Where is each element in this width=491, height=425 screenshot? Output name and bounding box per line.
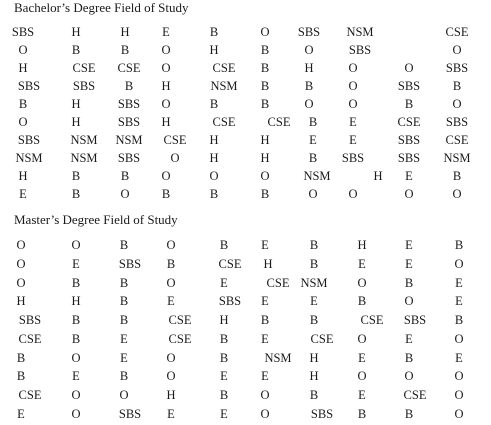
field-code-cell: B — [209, 25, 219, 39]
field-code-cell: O — [260, 25, 270, 39]
field-code-cell: O — [166, 238, 176, 252]
field-code-cell: O — [71, 388, 81, 402]
field-code-cell: CSE — [18, 332, 42, 346]
field-code-cell: B — [120, 169, 130, 183]
grid-row — [0, 292, 491, 310]
field-code-cell: E — [349, 115, 357, 129]
grid-row — [0, 405, 491, 423]
grid-row — [0, 185, 491, 203]
field-code-cell: B — [71, 169, 81, 183]
field-code-cell: CSE — [310, 332, 334, 346]
field-code-cell: O — [454, 369, 464, 383]
field-code-cell: B — [308, 151, 318, 165]
field-code-cell: E — [261, 332, 269, 346]
field-code-cell: NSM — [264, 351, 292, 365]
field-code-cell: B — [119, 276, 129, 290]
masters-section-title: Master’s Degree Field of Study — [14, 212, 178, 227]
field-code-cell: NSM — [70, 151, 98, 165]
field-code-cell: CSE — [445, 25, 469, 39]
field-code-cell: B — [404, 276, 414, 290]
field-code-cell: O — [452, 187, 462, 201]
field-code-cell: SBS — [117, 115, 141, 129]
field-code-cell: O — [348, 97, 358, 111]
field-code-cell: E — [310, 294, 318, 308]
field-code-cell: E — [167, 407, 175, 421]
field-code-cell: E — [261, 238, 269, 252]
field-code-cell: B — [304, 79, 314, 93]
field-code-cell: H — [309, 369, 319, 383]
field-code-cell: SBS — [17, 79, 41, 93]
grid-row — [0, 149, 491, 167]
field-code-cell: E — [309, 133, 317, 147]
field-code-cell: E — [120, 332, 128, 346]
field-code-cell: B — [219, 351, 229, 365]
field-code-cell: O — [454, 407, 464, 421]
field-code-cell: O — [304, 43, 314, 57]
field-code-cell: SBS — [117, 97, 141, 111]
field-code-cell: O — [308, 187, 318, 201]
field-code-cell: O — [404, 61, 414, 75]
field-code-cell: H — [373, 169, 383, 183]
field-code-cell: B — [209, 97, 219, 111]
field-code-cell: B — [404, 351, 414, 365]
field-code-cell: H — [120, 25, 130, 39]
field-code-cell: B — [219, 332, 229, 346]
field-code-cell: E — [455, 294, 463, 308]
field-code-cell: O — [357, 276, 367, 290]
field-code-cell: E — [72, 369, 80, 383]
field-code-cell: E — [405, 169, 413, 183]
field-code-cell: NSM — [15, 151, 43, 165]
field-code-cell: E — [405, 332, 413, 346]
field-code-cell: B — [71, 43, 81, 57]
grid-row — [0, 41, 491, 59]
field-code-cell: O — [170, 151, 180, 165]
field-code-cell: CSE — [445, 133, 469, 147]
field-code-cell: B — [166, 257, 176, 271]
field-code-cell: O — [454, 332, 464, 346]
field-code-cell: B — [18, 97, 28, 111]
field-code-cell: B — [357, 294, 367, 308]
field-code-cell: H — [18, 61, 28, 75]
field-code-cell: NSM — [300, 276, 328, 290]
field-code-cell: O — [71, 238, 81, 252]
field-code-cell: B — [309, 257, 319, 271]
field-code-cell: O — [452, 97, 462, 111]
field-code-cell: E — [405, 257, 413, 271]
field-code-cell: SBS — [445, 61, 469, 75]
field-code-cell: O — [166, 276, 176, 290]
field-code-cell: B — [454, 313, 464, 327]
field-code-cell: NSM — [346, 25, 374, 39]
field-code-cell: H — [260, 133, 270, 147]
field-code-cell: B — [219, 238, 229, 252]
grid-row — [0, 367, 491, 385]
field-code-cell: O — [71, 407, 81, 421]
field-code-cell: O — [452, 43, 462, 57]
field-code-cell: H — [18, 169, 28, 183]
field-code-cell: CSE — [117, 61, 141, 75]
grid-row — [0, 255, 491, 273]
field-code-cell: E — [358, 257, 366, 271]
field-code-cell: B — [219, 388, 229, 402]
field-code-cell: O — [161, 61, 171, 75]
field-code-cell: O — [166, 351, 176, 365]
field-code-cell: E — [120, 351, 128, 365]
field-code-cell: B — [16, 351, 26, 365]
field-code-cell: H — [71, 115, 81, 129]
field-code-cell: O — [16, 276, 26, 290]
field-code-cell: B — [209, 187, 219, 201]
field-code-cell: SBS — [297, 25, 321, 39]
field-code-cell: H — [260, 151, 270, 165]
field-code-cell: SBS — [397, 151, 421, 165]
field-code-cell: E — [455, 276, 463, 290]
grid-row — [0, 131, 491, 149]
field-code-cell: SBS — [341, 151, 365, 165]
grid-row — [0, 330, 491, 348]
field-code-cell: B — [309, 238, 319, 252]
field-code-cell: H — [209, 43, 219, 57]
field-code-cell: H — [161, 79, 171, 93]
field-code-cell: CSE — [72, 61, 96, 75]
field-code-cell: O — [348, 61, 358, 75]
field-code-cell: O — [260, 169, 270, 183]
field-code-cell: E — [405, 238, 413, 252]
field-code-cell: O — [16, 257, 26, 271]
field-code-cell: CSE — [168, 332, 192, 346]
field-code-cell: O — [18, 115, 28, 129]
field-code-cell: H — [161, 115, 171, 129]
field-code-cell: O — [260, 407, 270, 421]
field-code-cell: O — [357, 332, 367, 346]
field-code-cell: B — [260, 97, 270, 111]
field-code-cell: SBS — [310, 407, 334, 421]
field-code-cell: H — [309, 351, 319, 365]
field-code-cell: O — [454, 388, 464, 402]
field-code-cell: E — [17, 407, 25, 421]
bachelors-section-title: Bachelor’s Degree Field of Study — [14, 0, 189, 15]
field-code-cell: B — [71, 332, 81, 346]
field-code-cell: B — [71, 187, 81, 201]
field-code-cell: B — [404, 407, 414, 421]
field-code-cell: O — [357, 369, 367, 383]
field-code-cell: E — [261, 369, 269, 383]
field-code-cell: B — [260, 187, 270, 201]
field-code-cell: CSE — [212, 61, 236, 75]
field-code-cell: NSM — [115, 133, 143, 147]
grid-row — [0, 236, 491, 254]
field-code-cell: B — [260, 43, 270, 57]
field-code-cell: B — [404, 97, 414, 111]
field-code-cell: H — [166, 388, 176, 402]
field-code-cell: H — [71, 25, 81, 39]
field-code-cell: E — [358, 351, 366, 365]
field-code-cell: O — [260, 388, 270, 402]
field-code-cell: O — [304, 97, 314, 111]
field-code-cell: O — [18, 43, 28, 57]
field-code-cell: B — [452, 169, 462, 183]
field-code-cell: CSE — [397, 115, 421, 129]
field-code-cell: SBS — [118, 407, 142, 421]
field-code-cell: NSM — [303, 169, 331, 183]
field-code-cell: B — [454, 238, 464, 252]
field-code-cell: B — [119, 313, 129, 327]
field-code-cell: B — [71, 313, 81, 327]
field-code-cell: CSE — [267, 115, 291, 129]
field-code-cell: O — [161, 97, 171, 111]
field-code-cell: CSE — [18, 388, 42, 402]
grid-row — [0, 349, 491, 367]
field-code-cell: B — [357, 407, 367, 421]
field-code-cell: H — [219, 313, 229, 327]
field-code-cell: H — [209, 133, 219, 147]
field-code-cell: E — [162, 25, 170, 39]
field-code-cell: E — [349, 133, 357, 147]
field-code-cell: B — [119, 238, 129, 252]
field-code-cell: SBS — [118, 257, 142, 271]
field-code-cell: NSM — [443, 151, 471, 165]
field-code-cell: H — [71, 294, 81, 308]
grid-row — [0, 274, 491, 292]
field-code-cell: B — [260, 79, 270, 93]
field-code-cell: O — [166, 369, 176, 383]
field-code-cell: H — [209, 151, 219, 165]
field-code-cell: SBS — [397, 133, 421, 147]
field-code-cell: O — [404, 369, 414, 383]
field-code-cell: O — [348, 187, 358, 201]
field-code-cell: E — [19, 187, 27, 201]
field-code-cell: H — [263, 257, 273, 271]
field-code-cell: SBS — [445, 115, 469, 129]
field-code-cell: B — [16, 369, 26, 383]
field-code-cell: O — [161, 43, 171, 57]
field-code-cell: CSE — [163, 133, 187, 147]
field-code-cell: B — [308, 115, 318, 129]
field-code-cell: B — [120, 43, 130, 57]
grid-row — [0, 95, 491, 113]
field-code-cell: E — [220, 369, 228, 383]
field-code-cell: E — [261, 294, 269, 308]
field-code-cell: O — [209, 169, 219, 183]
field-code-cell: SBS — [348, 43, 372, 57]
field-code-cell: E — [167, 294, 175, 308]
grid-row — [0, 59, 491, 77]
field-code-cell: H — [357, 238, 367, 252]
field-code-cell: O — [119, 388, 129, 402]
field-code-cell: CSE — [360, 313, 384, 327]
field-code-cell: SBS — [397, 79, 421, 93]
field-code-cell: NSM — [70, 133, 98, 147]
field-code-cell: SBS — [18, 313, 42, 327]
field-code-cell: CSE — [266, 276, 290, 290]
field-code-cell: B — [119, 294, 129, 308]
field-code-cell: H — [16, 294, 26, 308]
field-code-cell: E — [220, 407, 228, 421]
grid-row — [0, 167, 491, 185]
field-code-cell: SBS — [17, 133, 41, 147]
field-code-cell: E — [220, 276, 228, 290]
field-code-cell: E — [358, 388, 366, 402]
field-code-cell: B — [309, 313, 319, 327]
field-code-cell: B — [119, 369, 129, 383]
grid-row — [0, 77, 491, 95]
field-code-cell: NSM — [210, 79, 238, 93]
field-code-cell: H — [304, 61, 314, 75]
field-code-cell: SBS — [11, 25, 35, 39]
field-code-cell: E — [72, 257, 80, 271]
field-code-cell: O — [454, 257, 464, 271]
field-code-cell: B — [161, 187, 171, 201]
grid-row — [0, 386, 491, 404]
field-code-cell: SBS — [117, 151, 141, 165]
field-code-cell: B — [71, 276, 81, 290]
field-code-cell: SBS — [403, 313, 427, 327]
field-code-cell: B — [452, 79, 462, 93]
field-code-cell: E — [455, 351, 463, 365]
field-code-cell: O — [404, 187, 414, 201]
field-code-cell: CSE — [403, 388, 427, 402]
field-code-cell: CSE — [168, 313, 192, 327]
field-code-cell: O — [71, 351, 81, 365]
grid-row — [0, 113, 491, 131]
field-code-cell: B — [124, 79, 134, 93]
field-code-cell: B — [309, 388, 319, 402]
field-code-cell: CSE — [212, 115, 236, 129]
field-code-cell: O — [16, 238, 26, 252]
grid-row — [0, 311, 491, 329]
field-code-cell: SBS — [72, 79, 96, 93]
field-code-cell: O — [120, 187, 130, 201]
field-code-cell: O — [348, 79, 358, 93]
field-code-cell: B — [260, 61, 270, 75]
field-code-cell: O — [404, 294, 414, 308]
grid-row — [0, 23, 491, 41]
field-code-cell: SBS — [218, 294, 242, 308]
field-code-cell: O — [161, 169, 171, 183]
field-code-cell: B — [260, 313, 270, 327]
field-code-cell: H — [71, 97, 81, 111]
field-code-cell: CSE — [218, 257, 242, 271]
